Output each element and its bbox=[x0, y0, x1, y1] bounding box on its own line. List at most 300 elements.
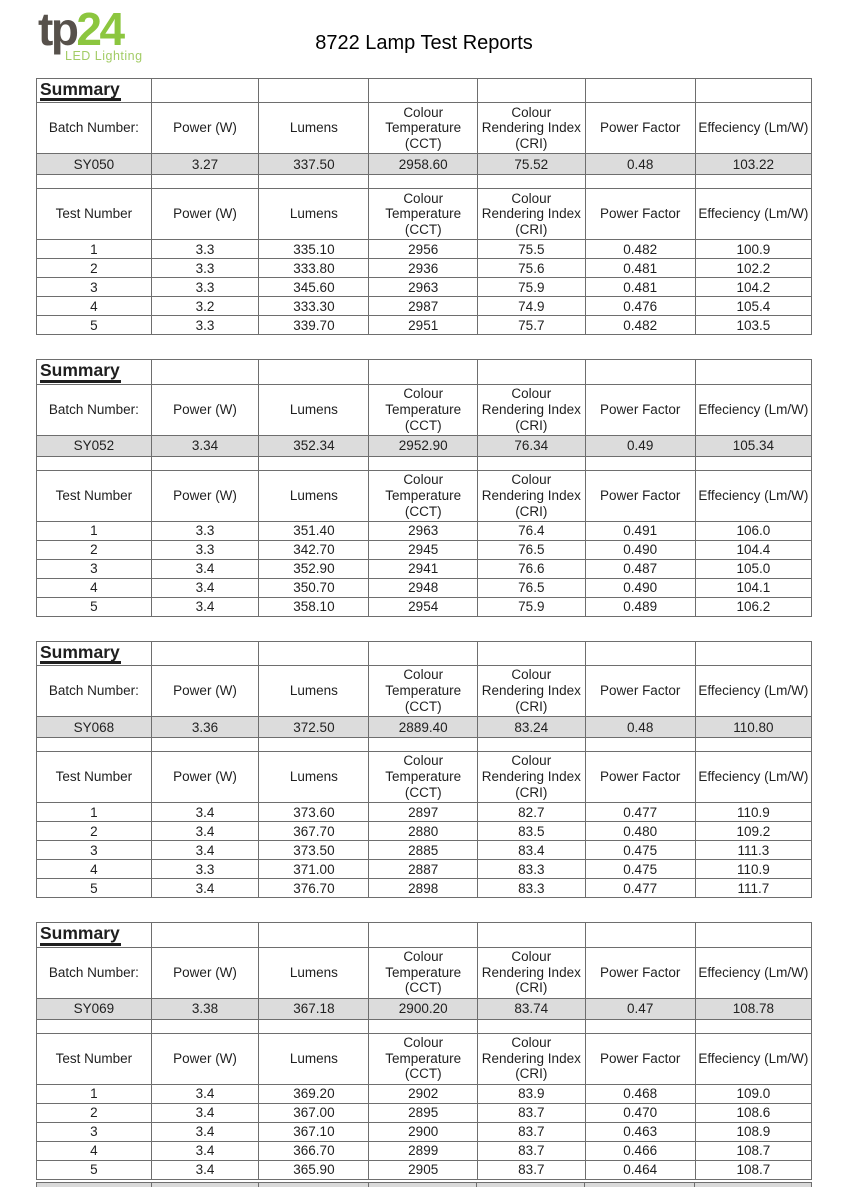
column-header: Colour Temperature (CCT) bbox=[369, 470, 478, 521]
lumens-cell: 366.70 bbox=[259, 1141, 369, 1160]
power-value: 3.27 bbox=[151, 154, 259, 175]
summary-heading: Summary bbox=[40, 924, 121, 945]
test-number-header: Test Number bbox=[37, 189, 152, 240]
cri-cell: 83.3 bbox=[477, 860, 585, 879]
column-header: Colour Rendering Index (CRI) bbox=[477, 752, 585, 803]
cct-cell: 2887 bbox=[369, 860, 478, 879]
batch-number-value: SY052 bbox=[37, 435, 152, 456]
cct-cell: 2948 bbox=[369, 578, 478, 597]
power-factor-value: 0.47 bbox=[585, 998, 695, 1019]
logo-subtitle: LED Lighting bbox=[65, 48, 143, 63]
summary-heading: Summary bbox=[40, 361, 121, 382]
efficiency-cell: 103.5 bbox=[695, 316, 811, 335]
summary-heading-cell bbox=[37, 360, 152, 384]
test-data-row bbox=[37, 1160, 812, 1179]
test-data-row bbox=[37, 803, 812, 822]
empty-cell bbox=[151, 456, 259, 470]
column-header: Power Factor bbox=[585, 1033, 695, 1084]
power-factor-cell: 0.487 bbox=[585, 559, 695, 578]
lumens-cell: 335.10 bbox=[259, 240, 369, 259]
power-factor-cell: 0.477 bbox=[585, 879, 695, 898]
power-factor-cell: 0.475 bbox=[585, 860, 695, 879]
column-header: Colour Rendering Index (CRI) bbox=[477, 189, 585, 240]
empty-cell bbox=[369, 175, 478, 189]
power-cell: 3.3 bbox=[151, 259, 259, 278]
empty-cell bbox=[585, 1019, 695, 1033]
column-header: Colour Temperature (CCT) bbox=[369, 189, 478, 240]
empty-cell bbox=[585, 360, 695, 384]
column-header: Power (W) bbox=[151, 947, 259, 998]
lumens-value: 352.34 bbox=[259, 435, 369, 456]
efficiency-cell: 108.7 bbox=[695, 1160, 811, 1179]
column-header: Power Factor bbox=[585, 947, 695, 998]
empty-cell bbox=[695, 738, 811, 752]
column-header: Colour Temperature (CCT) bbox=[369, 384, 478, 435]
test-data-row bbox=[37, 1141, 812, 1160]
efficiency-cell: 110.9 bbox=[695, 860, 811, 879]
report-table bbox=[36, 359, 812, 616]
efficiency-cell: 108.9 bbox=[695, 1122, 811, 1141]
cct-cell: 2954 bbox=[369, 597, 478, 616]
power-factor-value: 0.49 bbox=[585, 435, 695, 456]
efficiency-cell: 108.7 bbox=[695, 1141, 811, 1160]
batch-number-header: Batch Number: bbox=[37, 666, 152, 717]
efficiency-cell: 108.6 bbox=[695, 1103, 811, 1122]
cct-cell: 2963 bbox=[369, 521, 478, 540]
batch-number-header: Batch Number: bbox=[37, 947, 152, 998]
test-data-row bbox=[37, 597, 812, 616]
test-number-cell: 1 bbox=[37, 240, 152, 259]
column-header: Power Factor bbox=[585, 103, 695, 154]
cri-value: 76.34 bbox=[477, 435, 585, 456]
test-number-cell: 5 bbox=[37, 316, 152, 335]
lumens-cell: 339.70 bbox=[259, 316, 369, 335]
test-number-cell: 3 bbox=[37, 841, 152, 860]
cri-cell: 83.4 bbox=[477, 841, 585, 860]
power-cell: 3.3 bbox=[151, 521, 259, 540]
efficiency-value: 108.78 bbox=[695, 998, 811, 1019]
cct-cell: 2880 bbox=[369, 822, 478, 841]
power-cell: 3.4 bbox=[151, 841, 259, 860]
cri-cell: 76.4 bbox=[477, 521, 585, 540]
efficiency-cell: 111.7 bbox=[695, 879, 811, 898]
cct-cell: 2902 bbox=[369, 1084, 478, 1103]
empty-cell bbox=[369, 360, 478, 384]
spacer-row bbox=[37, 738, 812, 752]
cri-cell: 75.6 bbox=[477, 259, 585, 278]
column-header: Effeciency (Lm/W) bbox=[695, 666, 811, 717]
cri-cell: 76.5 bbox=[477, 540, 585, 559]
efficiency-value: 110.80 bbox=[695, 717, 811, 738]
clipped-cell bbox=[369, 1183, 477, 1187]
summary-heading-cell bbox=[37, 923, 152, 947]
cct-cell: 2945 bbox=[369, 540, 478, 559]
report-table bbox=[36, 922, 812, 1179]
summary-row bbox=[37, 923, 812, 947]
empty-cell bbox=[151, 79, 259, 103]
power-factor-cell: 0.481 bbox=[585, 278, 695, 297]
cct-cell: 2987 bbox=[369, 297, 478, 316]
test-number-header: Test Number bbox=[37, 752, 152, 803]
clipped-cell bbox=[152, 1183, 260, 1187]
empty-cell bbox=[369, 738, 478, 752]
summary-heading-cell bbox=[37, 79, 152, 103]
batch-number-value: SY069 bbox=[37, 998, 152, 1019]
column-header: Colour Rendering Index (CRI) bbox=[477, 470, 585, 521]
test-data-row bbox=[37, 1084, 812, 1103]
cri-cell: 75.9 bbox=[477, 278, 585, 297]
efficiency-cell: 106.0 bbox=[695, 521, 811, 540]
efficiency-value: 105.34 bbox=[695, 435, 811, 456]
power-cell: 3.3 bbox=[151, 278, 259, 297]
power-cell: 3.3 bbox=[151, 860, 259, 879]
lumens-cell: 352.90 bbox=[259, 559, 369, 578]
cct-cell: 2895 bbox=[369, 1103, 478, 1122]
cct-cell: 2936 bbox=[369, 259, 478, 278]
column-header: Colour Temperature (CCT) bbox=[369, 666, 478, 717]
lumens-cell: 350.70 bbox=[259, 578, 369, 597]
column-header: Effeciency (Lm/W) bbox=[695, 947, 811, 998]
lumens-cell: 342.70 bbox=[259, 540, 369, 559]
empty-cell bbox=[259, 360, 369, 384]
cct-value: 2900.20 bbox=[369, 998, 478, 1019]
summary-row bbox=[37, 79, 812, 103]
power-factor-cell: 0.491 bbox=[585, 521, 695, 540]
empty-cell bbox=[369, 1019, 478, 1033]
test-number-cell: 2 bbox=[37, 1103, 152, 1122]
batch-header-row bbox=[37, 384, 812, 435]
empty-cell bbox=[259, 175, 369, 189]
column-header: Colour Rendering Index (CRI) bbox=[477, 666, 585, 717]
power-value: 3.38 bbox=[151, 998, 259, 1019]
column-header: Effeciency (Lm/W) bbox=[695, 103, 811, 154]
empty-cell bbox=[695, 456, 811, 470]
power-cell: 3.4 bbox=[151, 1084, 259, 1103]
cct-cell: 2897 bbox=[369, 803, 478, 822]
test-data-row bbox=[37, 240, 812, 259]
clipped-cell bbox=[695, 1183, 811, 1187]
cri-cell: 76.5 bbox=[477, 578, 585, 597]
efficiency-cell: 111.3 bbox=[695, 841, 811, 860]
empty-cell bbox=[585, 641, 695, 665]
cri-cell: 76.6 bbox=[477, 559, 585, 578]
power-value: 3.36 bbox=[151, 717, 259, 738]
power-cell: 3.4 bbox=[151, 879, 259, 898]
cct-cell: 2956 bbox=[369, 240, 478, 259]
power-cell: 3.3 bbox=[151, 316, 259, 335]
empty-cell bbox=[369, 79, 478, 103]
test-data-row bbox=[37, 822, 812, 841]
power-cell: 3.3 bbox=[151, 540, 259, 559]
column-header: Colour Temperature (CCT) bbox=[369, 1033, 478, 1084]
cri-cell: 83.7 bbox=[477, 1141, 585, 1160]
test-number-cell: 5 bbox=[37, 1160, 152, 1179]
summary-row bbox=[37, 360, 812, 384]
batch-header-row bbox=[37, 103, 812, 154]
empty-cell bbox=[695, 1019, 811, 1033]
test-data-row bbox=[37, 540, 812, 559]
cct-cell: 2905 bbox=[369, 1160, 478, 1179]
clipped-next-row bbox=[36, 1182, 812, 1187]
column-header: Effeciency (Lm/W) bbox=[695, 1033, 811, 1084]
efficiency-cell: 100.9 bbox=[695, 240, 811, 259]
empty-cell bbox=[477, 641, 585, 665]
test-number-cell: 1 bbox=[37, 521, 152, 540]
cri-cell: 74.9 bbox=[477, 297, 585, 316]
column-header: Power (W) bbox=[151, 384, 259, 435]
efficiency-cell: 109.0 bbox=[695, 1084, 811, 1103]
test-data-row bbox=[37, 841, 812, 860]
page-title: 8722 Lamp Test Reports bbox=[315, 32, 533, 54]
column-header: Lumens bbox=[259, 384, 369, 435]
column-header: Effeciency (Lm/W) bbox=[695, 384, 811, 435]
empty-cell bbox=[151, 360, 259, 384]
column-header: Effeciency (Lm/W) bbox=[695, 752, 811, 803]
cri-value: 75.52 bbox=[477, 154, 585, 175]
batch-number-value: SY050 bbox=[37, 154, 152, 175]
efficiency-cell: 104.1 bbox=[695, 578, 811, 597]
batch-header-row bbox=[37, 947, 812, 998]
lumens-cell: 373.60 bbox=[259, 803, 369, 822]
column-header: Lumens bbox=[259, 470, 369, 521]
power-factor-cell: 0.475 bbox=[585, 841, 695, 860]
power-cell: 3.4 bbox=[151, 1103, 259, 1122]
column-header: Power Factor bbox=[585, 752, 695, 803]
cct-value: 2889.40 bbox=[369, 717, 478, 738]
test-data-row bbox=[37, 578, 812, 597]
empty-cell bbox=[151, 641, 259, 665]
power-factor-cell: 0.464 bbox=[585, 1160, 695, 1179]
empty-cell bbox=[585, 738, 695, 752]
empty-cell bbox=[477, 456, 585, 470]
cri-cell: 83.5 bbox=[477, 822, 585, 841]
power-cell: 3.4 bbox=[151, 803, 259, 822]
cct-cell: 2951 bbox=[369, 316, 478, 335]
lumens-cell: 333.30 bbox=[259, 297, 369, 316]
column-header: Colour Temperature (CCT) bbox=[369, 103, 478, 154]
cri-value: 83.74 bbox=[477, 998, 585, 1019]
empty-cell bbox=[37, 175, 152, 189]
cri-cell: 83.7 bbox=[477, 1103, 585, 1122]
test-data-row bbox=[37, 860, 812, 879]
empty-cell bbox=[477, 175, 585, 189]
power-factor-cell: 0.489 bbox=[585, 597, 695, 616]
empty-cell bbox=[695, 641, 811, 665]
column-header: Power (W) bbox=[151, 470, 259, 521]
lumens-cell: 367.10 bbox=[259, 1122, 369, 1141]
summary-heading: Summary bbox=[40, 643, 121, 664]
empty-cell bbox=[695, 175, 811, 189]
clipped-cell bbox=[477, 1183, 585, 1187]
batch-summary-row bbox=[37, 717, 812, 738]
empty-cell bbox=[259, 923, 369, 947]
test-number-cell: 2 bbox=[37, 540, 152, 559]
cri-cell: 75.5 bbox=[477, 240, 585, 259]
cri-cell: 83.7 bbox=[477, 1122, 585, 1141]
empty-cell bbox=[151, 1019, 259, 1033]
clipped-cell bbox=[259, 1183, 369, 1187]
test-data-row bbox=[37, 879, 812, 898]
empty-cell bbox=[37, 456, 152, 470]
power-cell: 3.4 bbox=[151, 559, 259, 578]
power-cell: 3.4 bbox=[151, 597, 259, 616]
efficiency-cell: 104.2 bbox=[695, 278, 811, 297]
efficiency-cell: 105.0 bbox=[695, 559, 811, 578]
lumens-value: 337.50 bbox=[259, 154, 369, 175]
empty-cell bbox=[585, 456, 695, 470]
lumens-cell: 376.70 bbox=[259, 879, 369, 898]
column-header: Power (W) bbox=[151, 666, 259, 717]
logo-tp-text: tp bbox=[38, 3, 77, 55]
empty-cell bbox=[259, 738, 369, 752]
power-factor-cell: 0.490 bbox=[585, 578, 695, 597]
cri-cell: 83.7 bbox=[477, 1160, 585, 1179]
summary-row bbox=[37, 641, 812, 665]
lumens-cell: 371.00 bbox=[259, 860, 369, 879]
column-header: Power Factor bbox=[585, 189, 695, 240]
cri-cell: 83.9 bbox=[477, 1084, 585, 1103]
cri-value: 83.24 bbox=[477, 717, 585, 738]
lumens-cell: 333.80 bbox=[259, 259, 369, 278]
power-cell: 3.4 bbox=[151, 1141, 259, 1160]
batch-summary-row bbox=[37, 154, 812, 175]
cct-cell: 2899 bbox=[369, 1141, 478, 1160]
efficiency-cell: 102.2 bbox=[695, 259, 811, 278]
test-header-row bbox=[37, 189, 812, 240]
test-data-row bbox=[37, 278, 812, 297]
spacer-row bbox=[37, 175, 812, 189]
empty-cell bbox=[259, 79, 369, 103]
test-number-cell: 2 bbox=[37, 259, 152, 278]
test-data-row bbox=[37, 316, 812, 335]
power-factor-cell: 0.477 bbox=[585, 803, 695, 822]
column-header: Lumens bbox=[259, 189, 369, 240]
lumens-cell: 358.10 bbox=[259, 597, 369, 616]
power-factor-cell: 0.470 bbox=[585, 1103, 695, 1122]
cct-cell: 2898 bbox=[369, 879, 478, 898]
power-cell: 3.3 bbox=[151, 240, 259, 259]
lumens-value: 367.18 bbox=[259, 998, 369, 1019]
batch-summary-row bbox=[37, 435, 812, 456]
test-data-row bbox=[37, 1122, 812, 1141]
summary-heading: Summary bbox=[40, 80, 121, 101]
power-factor-cell: 0.463 bbox=[585, 1122, 695, 1141]
column-header: Colour Rendering Index (CRI) bbox=[477, 103, 585, 154]
efficiency-cell: 106.2 bbox=[695, 597, 811, 616]
column-header: Lumens bbox=[259, 666, 369, 717]
column-header: Lumens bbox=[259, 947, 369, 998]
empty-cell bbox=[259, 456, 369, 470]
power-factor-cell: 0.476 bbox=[585, 297, 695, 316]
column-header: Effeciency (Lm/W) bbox=[695, 189, 811, 240]
batch-number-header: Batch Number: bbox=[37, 384, 152, 435]
test-number-cell: 5 bbox=[37, 597, 152, 616]
lumens-cell: 367.70 bbox=[259, 822, 369, 841]
cri-cell: 75.7 bbox=[477, 316, 585, 335]
test-number-cell: 4 bbox=[37, 297, 152, 316]
lumens-cell: 351.40 bbox=[259, 521, 369, 540]
power-factor-cell: 0.482 bbox=[585, 316, 695, 335]
empty-cell bbox=[477, 738, 585, 752]
column-header: Power Factor bbox=[585, 470, 695, 521]
empty-cell bbox=[37, 1019, 152, 1033]
cri-cell: 82.7 bbox=[477, 803, 585, 822]
cct-cell: 2885 bbox=[369, 841, 478, 860]
empty-cell bbox=[695, 79, 811, 103]
column-header: Power (W) bbox=[151, 189, 259, 240]
power-factor-cell: 0.468 bbox=[585, 1084, 695, 1103]
power-cell: 3.2 bbox=[151, 297, 259, 316]
power-factor-cell: 0.482 bbox=[585, 240, 695, 259]
test-number-cell: 1 bbox=[37, 803, 152, 822]
empty-cell bbox=[695, 360, 811, 384]
empty-cell bbox=[151, 175, 259, 189]
test-number-cell: 1 bbox=[37, 1084, 152, 1103]
efficiency-cell: 110.9 bbox=[695, 803, 811, 822]
cri-cell: 75.9 bbox=[477, 597, 585, 616]
batch-summary-row bbox=[37, 998, 812, 1019]
test-number-cell: 4 bbox=[37, 860, 152, 879]
cct-cell: 2941 bbox=[369, 559, 478, 578]
empty-cell bbox=[477, 360, 585, 384]
empty-cell bbox=[37, 738, 152, 752]
cct-value: 2958.60 bbox=[369, 154, 478, 175]
power-factor-cell: 0.481 bbox=[585, 259, 695, 278]
power-value: 3.34 bbox=[151, 435, 259, 456]
test-header-row bbox=[37, 470, 812, 521]
column-header: Colour Temperature (CCT) bbox=[369, 947, 478, 998]
summary-heading-cell bbox=[37, 641, 152, 665]
efficiency-cell: 105.4 bbox=[695, 297, 811, 316]
empty-cell bbox=[585, 175, 695, 189]
spacer-row bbox=[37, 1019, 812, 1033]
cct-cell: 2900 bbox=[369, 1122, 478, 1141]
test-data-row bbox=[37, 559, 812, 578]
clipped-cell bbox=[585, 1183, 695, 1187]
column-header: Colour Rendering Index (CRI) bbox=[477, 947, 585, 998]
test-number-cell: 4 bbox=[37, 1141, 152, 1160]
column-header: Power Factor bbox=[585, 666, 695, 717]
power-cell: 3.4 bbox=[151, 578, 259, 597]
column-header: Lumens bbox=[259, 752, 369, 803]
test-number-header: Test Number bbox=[37, 1033, 152, 1084]
empty-cell bbox=[151, 738, 259, 752]
logo-24-text: 24 bbox=[76, 3, 123, 55]
power-cell: 3.4 bbox=[151, 822, 259, 841]
test-header-row bbox=[37, 752, 812, 803]
report-table bbox=[36, 641, 812, 898]
power-cell: 3.4 bbox=[151, 1122, 259, 1141]
test-number-cell: 3 bbox=[37, 559, 152, 578]
empty-cell bbox=[695, 923, 811, 947]
test-data-row bbox=[37, 259, 812, 278]
empty-cell bbox=[477, 79, 585, 103]
lumens-cell: 369.20 bbox=[259, 1084, 369, 1103]
column-header: Colour Rendering Index (CRI) bbox=[477, 1033, 585, 1084]
test-data-row bbox=[37, 1103, 812, 1122]
test-number-cell: 5 bbox=[37, 879, 152, 898]
efficiency-cell: 109.2 bbox=[695, 822, 811, 841]
efficiency-cell: 104.4 bbox=[695, 540, 811, 559]
power-cell: 3.4 bbox=[151, 1160, 259, 1179]
page-header bbox=[36, 3, 812, 78]
power-factor-cell: 0.490 bbox=[585, 540, 695, 559]
test-data-row bbox=[37, 297, 812, 316]
clipped-cell bbox=[37, 1183, 152, 1187]
empty-cell bbox=[259, 1019, 369, 1033]
column-header: Lumens bbox=[259, 103, 369, 154]
power-factor-value: 0.48 bbox=[585, 717, 695, 738]
